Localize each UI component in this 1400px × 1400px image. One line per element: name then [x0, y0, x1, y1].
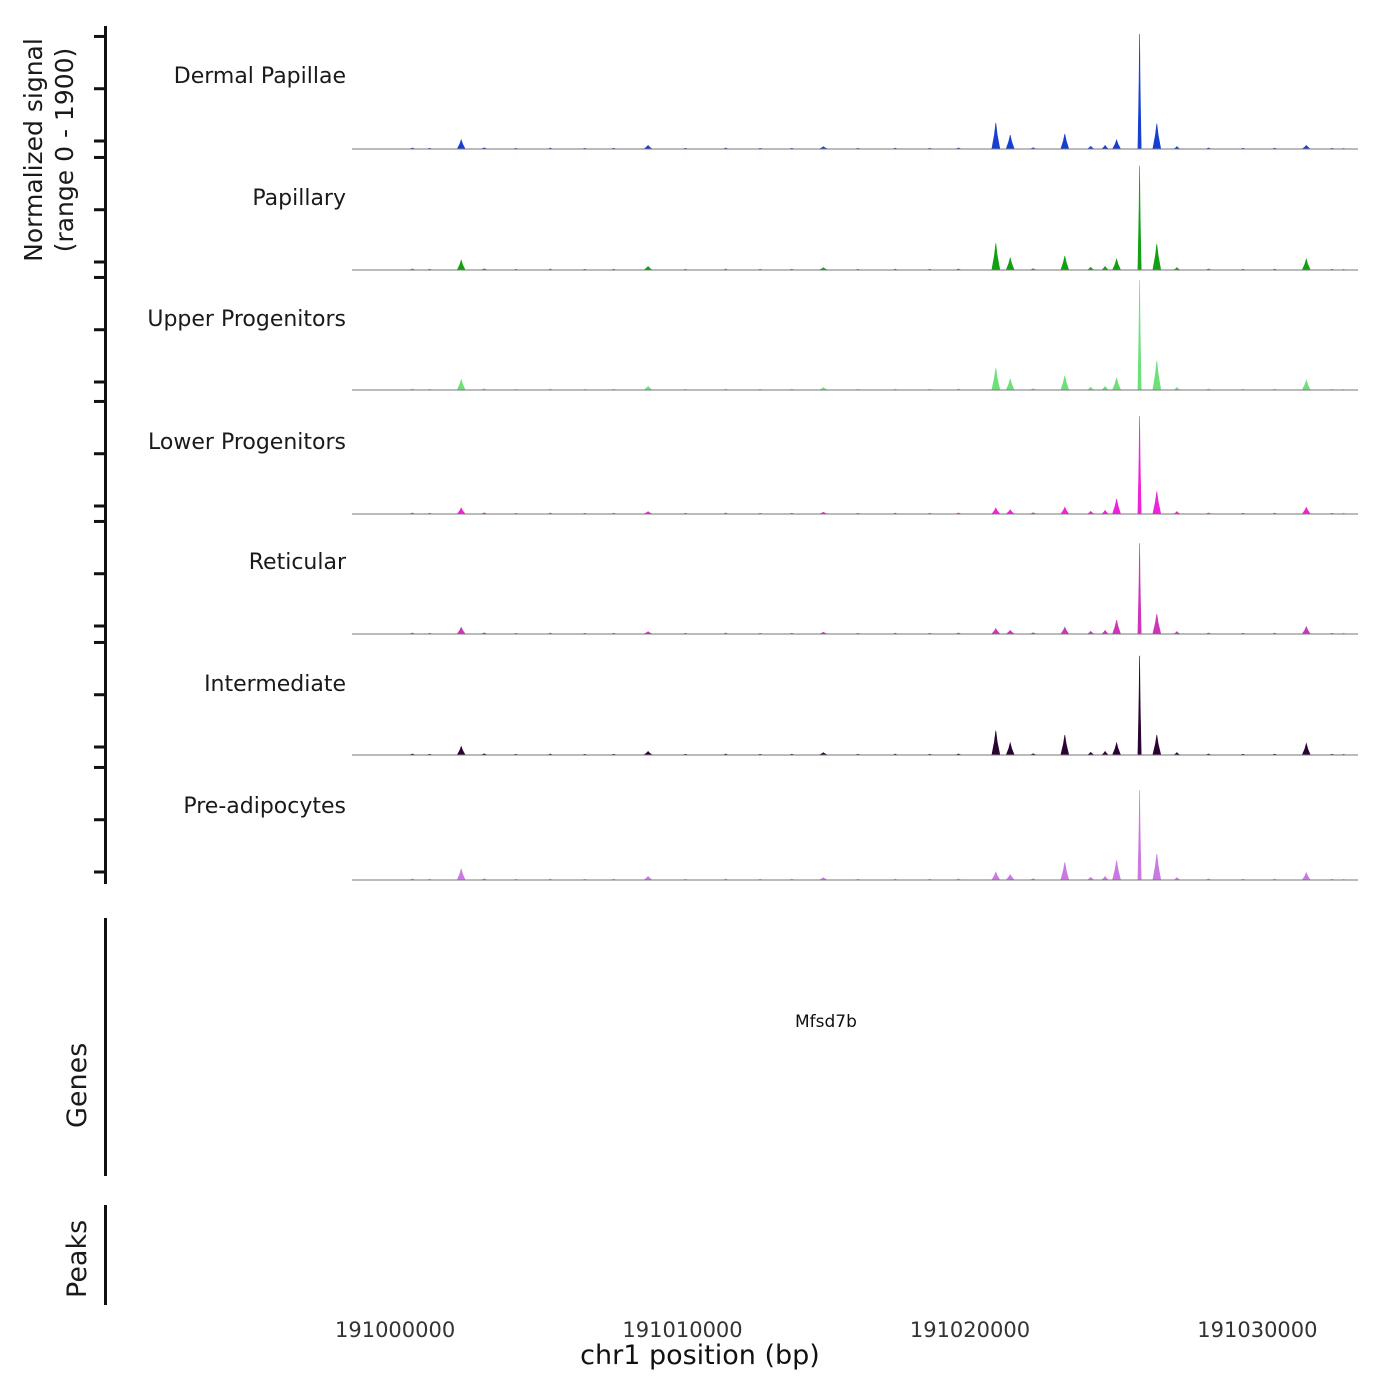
x-tick-label: 191020000	[909, 1318, 1031, 1342]
x-tick-label: 191030000	[1197, 1318, 1318, 1342]
signal-track-area	[352, 543, 1358, 634]
x-tick-label: 191000000	[334, 1318, 456, 1342]
track-label-intermediate: Intermediate	[204, 672, 346, 697]
genes-axis-spine	[104, 918, 107, 1176]
signal-track-area	[352, 280, 1358, 390]
peaks-axis-spine	[104, 1205, 107, 1305]
x-tick-label: 191010000	[622, 1318, 743, 1342]
gene-name-label: Mfsd7b	[795, 1012, 857, 1032]
peaks-panel-label: Peaks	[62, 1219, 93, 1298]
y-axis-label-line2: (range 0 - 1900)	[50, 47, 80, 253]
y-axis-label-line1: Normalized signal	[19, 38, 48, 262]
track-label-reticular: Reticular	[248, 550, 346, 575]
track-label-papillary: Papillary	[252, 186, 346, 211]
signal-track-area	[352, 34, 1358, 149]
signal-track-area	[352, 790, 1358, 880]
track-label-dermal-papillae: Dermal Papillae	[173, 64, 346, 89]
signal-track-area	[352, 656, 1358, 755]
track-label-pre-adipocytes: Pre-adipocytes	[183, 794, 346, 819]
x-axis-title: chr1 position (bp)	[580, 1340, 820, 1371]
track-label-lower-progenitors: Lower Progenitors	[148, 430, 346, 455]
genes-panel-label: Genes	[62, 1042, 93, 1128]
track-label-upper-progenitors: Upper Progenitors	[147, 307, 346, 332]
signal-track-area	[352, 416, 1358, 514]
signal-track-area	[352, 166, 1358, 270]
